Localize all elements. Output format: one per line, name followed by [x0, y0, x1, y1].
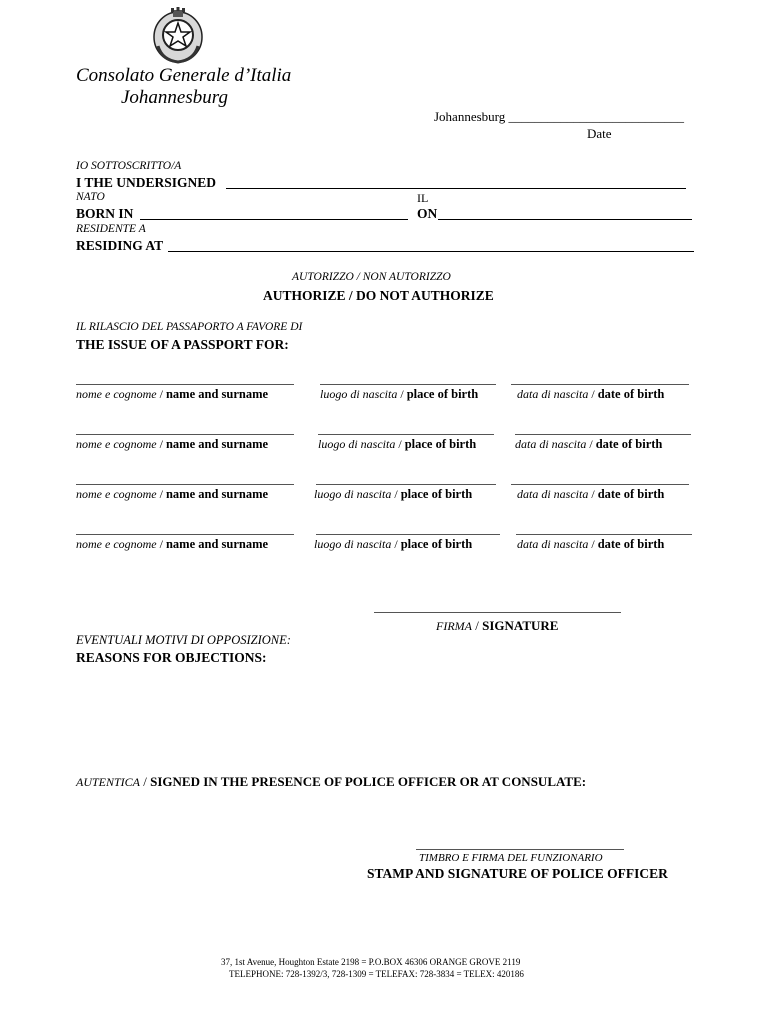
stamp-label-it: TIMBRO E FIRMA DEL FUNZIONARIO	[419, 852, 603, 864]
name-label: nome e cognome / name and surname	[76, 537, 269, 551]
name-label-en: name and surname	[165, 387, 269, 401]
name-input-line[interactable]	[76, 534, 294, 535]
date-label-it: data di nascita	[515, 437, 587, 451]
residing-label-en: RESIDING AT	[76, 238, 164, 253]
place-date-field[interactable]: Johannesburg ___________________________	[434, 109, 685, 124]
place-input-line[interactable]	[320, 384, 496, 385]
on-input-line[interactable]	[438, 219, 692, 220]
date-label-en: date of birth	[597, 387, 665, 401]
place-label: luogo di nascita / place of birth	[318, 437, 477, 451]
date-label-en: date of birth	[597, 537, 665, 551]
place-label-en: place of birth	[400, 537, 473, 551]
place-input-line[interactable]	[316, 534, 500, 535]
italian-emblem-icon	[152, 6, 204, 64]
date-label: Date	[587, 126, 612, 141]
authentication-label: AUTENTICA / SIGNED IN THE PRESENCE OF POLICE OFFICER OR AT CONSULATE:	[76, 774, 587, 789]
place-label: luogo di nascita / place of birth	[320, 387, 479, 401]
signature-label: FIRMA / SIGNATURE	[436, 618, 559, 633]
consulate-name: Consolato Generale d’Italia	[76, 65, 292, 86]
residing-input-line[interactable]	[168, 251, 694, 252]
date-label-en: date of birth	[597, 487, 665, 501]
date-input-line[interactable]	[511, 384, 689, 385]
place-input-line[interactable]	[318, 434, 494, 435]
stamp-label-en: STAMP AND SIGNATURE OF POLICE OFFICER	[367, 866, 668, 881]
name-label-it: nome e cognome	[76, 487, 157, 501]
signature-input-line[interactable]	[374, 612, 621, 613]
name-input-line[interactable]	[76, 434, 294, 435]
name-label: nome e cognome / name and surname	[76, 387, 269, 401]
undersigned-input-line[interactable]	[226, 188, 686, 189]
place-label-it: luogo di nascita	[318, 437, 396, 451]
place-label-it: luogo di nascita	[320, 387, 398, 401]
date-input-line[interactable]	[515, 434, 691, 435]
name-label-it: nome e cognome	[76, 537, 157, 551]
place-label: luogo di nascita / place of birth	[314, 487, 473, 501]
objections-input-area[interactable]	[76, 672, 694, 764]
place-input-line[interactable]	[316, 484, 496, 485]
date-input-line[interactable]	[516, 534, 692, 535]
place-label-en: place of birth	[400, 487, 473, 501]
name-label-en: name and surname	[165, 487, 269, 501]
date-label: data di nascita / date of birth	[517, 387, 665, 401]
place-label-en: place of birth	[404, 437, 477, 451]
place-label-it: luogo di nascita	[314, 537, 392, 551]
authentication-label-en: SIGNED IN THE PRESENCE OF POLICE OFFICER OR AT CONSULATE:	[150, 774, 587, 789]
place-label-en: place of birth	[406, 387, 479, 401]
date-label-it: data di nascita	[517, 387, 589, 401]
signature-label-it: FIRMA	[436, 619, 472, 633]
place-label-it: luogo di nascita	[314, 487, 392, 501]
objections-label-it: EVENTUALI MOTIVI DI OPPOSIZIONE:	[76, 633, 291, 647]
born-input-line[interactable]	[140, 219, 408, 220]
on-label-it: IL	[417, 191, 429, 205]
authentication-label-it: AUTENTICA	[76, 775, 141, 789]
stamp-input-line[interactable]	[416, 849, 624, 850]
name-label-it: nome e cognome	[76, 387, 157, 401]
name-input-line[interactable]	[76, 484, 294, 485]
passport-label-it: IL RILASCIO DEL PASSAPORTO A FAVORE DI	[76, 321, 303, 333]
date-label-it: data di nascita	[517, 487, 589, 501]
name-input-line[interactable]	[76, 384, 294, 385]
consulate-city: Johannesburg	[121, 87, 228, 108]
date-input-line[interactable]	[511, 484, 689, 485]
footer-contacts: TELEPHONE: 728-1392/3, 728-1309 = TELEFAX: 728-3834 = TELEX: 420186	[229, 969, 524, 979]
passport-label-en: THE ISSUE OF A PASSPORT FOR:	[76, 337, 289, 352]
date-label: data di nascita / date of birth	[517, 487, 665, 501]
residing-label-it: RESIDENTE A	[76, 223, 146, 235]
authorize-label-en: AUTHORIZE / DO NOT AUTHORIZE	[263, 288, 494, 303]
footer-address: 37, 1st Avenue, Houghton Estate 2198 = P.O.BOX 46306 ORANGE GROVE 2119	[221, 957, 521, 967]
authorize-label-it: AUTORIZZO / NON AUTORIZZO	[292, 271, 451, 283]
name-label-it: nome e cognome	[76, 437, 157, 451]
born-label-it: NATO	[76, 191, 105, 203]
name-label: nome e cognome / name and surname	[76, 437, 269, 451]
signature-label-en: SIGNATURE	[482, 618, 559, 633]
name-label-en: name and surname	[165, 437, 269, 451]
undersigned-label-en: I THE UNDERSIGNED	[76, 175, 217, 190]
born-label-en: BORN IN	[76, 206, 134, 221]
name-label: nome e cognome / name and surname	[76, 487, 269, 501]
on-label-en: ON	[417, 206, 438, 221]
place-label: luogo di nascita / place of birth	[314, 537, 473, 551]
undersigned-label-it: IO SOTTOSCRITTO/A	[76, 160, 182, 172]
date-label: data di nascita / date of birth	[517, 537, 665, 551]
date-label: data di nascita / date of birth	[515, 437, 663, 451]
name-label-en: name and surname	[165, 537, 269, 551]
date-label-it: data di nascita	[517, 537, 589, 551]
date-label-en: date of birth	[595, 437, 663, 451]
objections-label-en: REASONS FOR OBJECTIONS:	[76, 650, 267, 665]
